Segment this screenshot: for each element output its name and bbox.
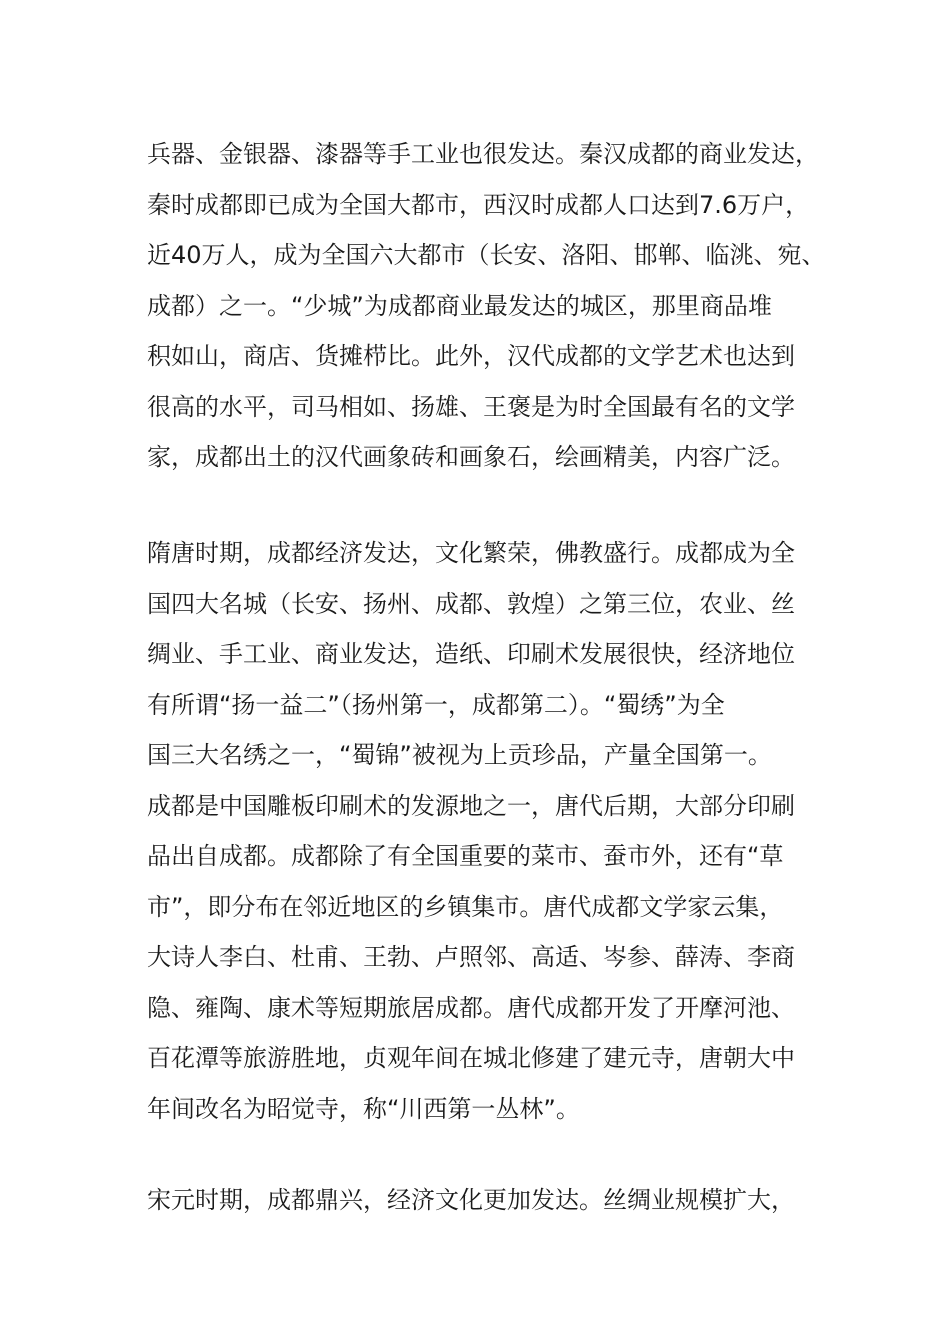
text-line: 百花潭等旅游胜地，贞观年间在城北修建了建元寺，唐朝大中	[147, 1044, 795, 1072]
text-line: 大诗人李白、杜甫、王勃、卢照邻、高适、岑参、薛涛、李商	[147, 943, 795, 971]
text-line: 成都是中国雕板印刷术的发源地之一，唐代后期，大部分印刷	[147, 791, 795, 820]
text-line: 秦时成都即已成为全国大都市，西汉时成都人口达到7.6万户，	[147, 190, 810, 219]
paragraph-sui-tang	[147, 528, 795, 1134]
text-line: 积如山，商店、货摊栉比。此外，汉代成都的文学艺术也达到	[147, 342, 795, 370]
text-line: 隋唐时期，成都经济发达，文化繁荣，佛教盛行。成都成为全	[147, 539, 795, 567]
paragraph-song-yuan	[147, 1175, 795, 1226]
text-line: 很高的水平，司马相如、扬雄、王褒是为时全国最有名的文学	[147, 392, 795, 421]
text-line: 宋元时期，成都鼎兴，经济文化更加发达。丝绸业规模扩大，	[147, 1186, 795, 1214]
text-line: 家，成都出土的汉代画象砖和画象石，绘画精美，内容广泛。	[147, 443, 795, 471]
text-line: 国四大名城（长安、扬州、成都、敦煌）之第三位，农业、丝	[147, 589, 795, 618]
text-line: 绸业、手工业、商业发达，造纸、印刷术发展很快，经济地位	[147, 640, 795, 668]
text-line: 品出自成都。成都除了有全国重要的菜市、蚕市外，还有“草	[147, 842, 784, 870]
text-line: 隐、雍陶、康术等短期旅居成都。唐代成都开发了开摩河池、	[147, 993, 795, 1022]
text-line: 国三大名绣之一，“蜀锦”被视为上贡珍品，产量全国第一。	[147, 741, 772, 769]
text-line: 兵器、金银器、漆器等手工业也很发达。秦汉成都的商业发达，	[147, 140, 819, 168]
text-line: 近40万人，成为全国六大都市（长安、洛阳、邯郸、临洮、宛、	[147, 241, 826, 269]
text-line: 年间改名为昭觉寺，称“川西第一丛林”。	[147, 1094, 580, 1123]
text-line: 有所谓“扬一益二”（扬州第一，成都第二）。“蜀绣”为全	[147, 690, 725, 719]
text-line: 成都）之一。“少城”为成都商业最发达的城区，那里商品堆	[147, 291, 772, 320]
text-line: 市”，即分布在邻近地区的乡镇集市。唐代成都文学家云集，	[147, 892, 784, 921]
paragraph-han-dynasty	[147, 129, 826, 483]
